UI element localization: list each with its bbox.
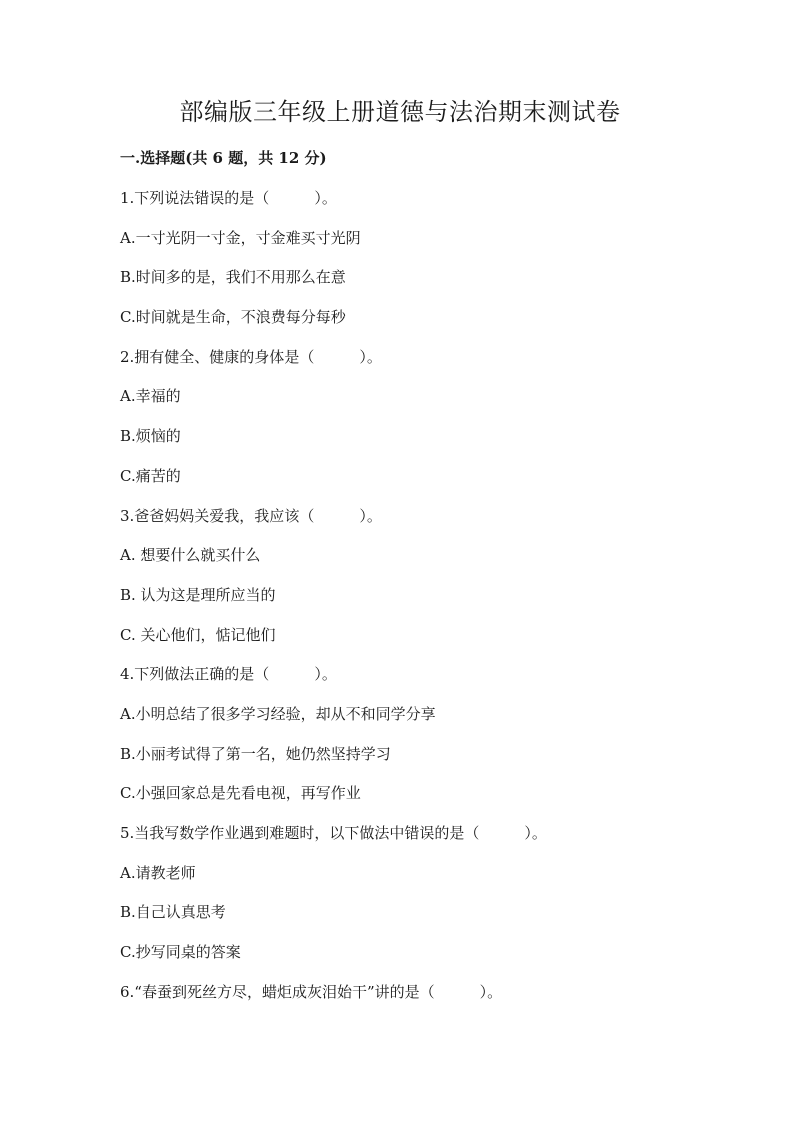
question-4-stem: 4.下列做法正确的是（ ）。 bbox=[120, 665, 337, 684]
question-2-option-c: C.痛苦的 bbox=[120, 466, 181, 485]
question-2-option-b: B.烦恼的 bbox=[120, 427, 181, 446]
question-3-option-a: A. 想要什么就买什么 bbox=[120, 546, 261, 565]
question-5-option-b: B.自己认真思考 bbox=[120, 903, 226, 922]
question-1-option-a: A.一寸光阴一寸金，寸金难买寸光阴 bbox=[120, 228, 361, 247]
section-heading: 一.选择题(共 6 题，共 12 分) bbox=[120, 149, 327, 167]
question-6-stem: 6.“春蚕到死丝方尽，蜡炬成灰泪始干”讲的是（ ）。 bbox=[120, 982, 503, 1001]
question-5-option-c: C.抄写同桌的答案 bbox=[120, 943, 241, 962]
question-1-option-c: C.时间就是生命，不浪费每分每秒 bbox=[120, 308, 346, 327]
question-4-option-a: A.小明总结了很多学习经验，却从不和同学分享 bbox=[120, 704, 436, 723]
question-3-option-b: B. 认为这是理所应当的 bbox=[120, 585, 276, 604]
page-title: 部编版三年级上册道德与法治期末测试卷 bbox=[179, 98, 621, 126]
question-1-stem: 1.下列说法错误的是（ ）。 bbox=[120, 189, 337, 207]
question-4-option-b: B.小丽考试得了第一名，她仍然坚持学习 bbox=[120, 744, 391, 763]
question-list bbox=[120, 185, 720, 1018]
question-1-option-b: B.时间多的是，我们不用那么在意 bbox=[120, 268, 346, 287]
question-3-stem: 3.爸爸妈妈关爱我，我应该（ ）。 bbox=[120, 506, 382, 525]
question-2-option-a: A.幸福的 bbox=[120, 387, 181, 406]
question-5-option-a: A.请教老师 bbox=[120, 863, 196, 882]
question-5-stem: 5.当我写数学作业遇到难题时，以下做法中错误的是（ ）。 bbox=[120, 824, 547, 842]
question-4-option-c: C.小强回家总是先看电视，再写作业 bbox=[120, 784, 361, 803]
question-3-option-c: C. 关心他们，惦记他们 bbox=[120, 625, 276, 644]
question-2-stem: 2.拥有健全、健康的身体是（ ）。 bbox=[120, 347, 382, 366]
